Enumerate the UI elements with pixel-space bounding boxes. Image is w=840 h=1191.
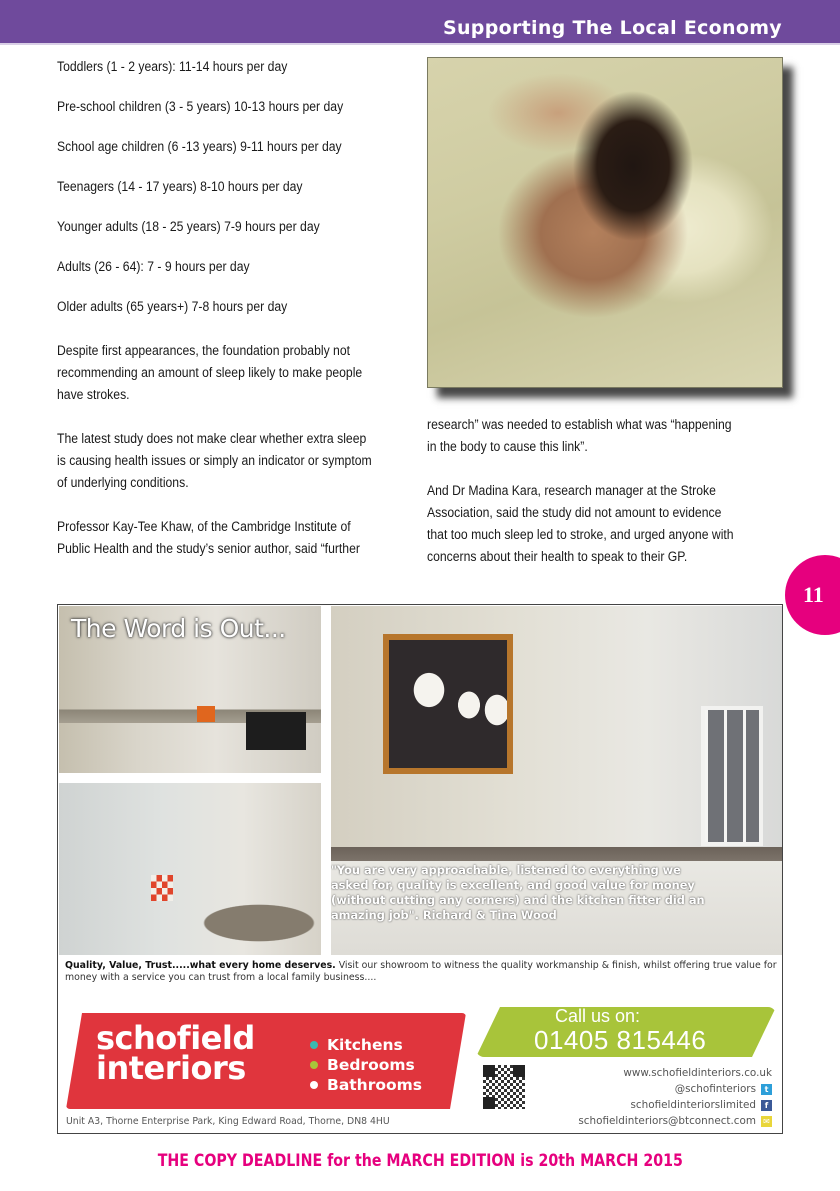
paragraph-line: is causing health issues or simply an indicator or symptom	[57, 453, 372, 469]
sleep-recommendation-preschool: Pre-school children (3 - 5 years) 10-13 hours per day	[57, 99, 344, 115]
twitter-icon: t	[761, 1084, 772, 1095]
paragraph-line: research” was needed to establish what was “happening	[427, 417, 732, 433]
article-right-column	[427, 414, 840, 568]
cow-painting-shape	[383, 634, 513, 774]
brand-logo-text	[96, 1019, 255, 1087]
photo-image	[428, 58, 782, 387]
bullet-dot-icon	[310, 1041, 318, 1049]
twitter-link[interactable]	[578, 1081, 772, 1097]
email-icon: ✉	[761, 1116, 772, 1127]
tagline-bold: Quality, Value, Trust.....what every home deserves.	[65, 960, 336, 971]
sleep-recommendation-adults: Adults (26 - 64): 7 - 9 hours per day	[57, 259, 250, 275]
tagline-body: Visit our showroom to witness the quality workmanship & finish, whilst offering true value for money with a service you can trust from a local family business....	[65, 960, 777, 983]
sleep-recommendation-school-age: School age children (6 -13 years) 9-11 hours per day	[57, 139, 342, 155]
sleep-recommendations-list	[57, 56, 418, 560]
sleep-recommendation-toddlers: Toddlers (1 - 2 years): 11-14 hours per day	[57, 59, 288, 75]
article-paragraph	[427, 414, 788, 458]
sleeping-woman-photo	[427, 57, 783, 388]
glazed-door-shape	[701, 706, 763, 846]
page-number: 11	[803, 582, 824, 607]
contact-text[interactable]: @schofinteriors	[674, 1083, 756, 1095]
service-label: Bedrooms	[327, 1056, 415, 1074]
schofield-interiors-advert	[57, 604, 783, 1134]
paragraph-line: The latest study does not make clear whether extra sleep	[57, 431, 367, 447]
bullet-dot-icon	[310, 1081, 318, 1089]
email-link[interactable]	[578, 1113, 772, 1129]
service-kitchens	[310, 1035, 422, 1055]
facebook-icon: f	[761, 1100, 772, 1111]
paragraph-line: Despite first appearances, the foundation probably not	[57, 343, 351, 359]
section-title: Supporting The Local Economy	[443, 17, 782, 39]
business-address: Unit A3, Thorne Enterprise Park, King Edward Road, Thorne, DN8 4HU	[66, 1116, 390, 1127]
contact-text[interactable]: www.schofieldinteriors.co.uk	[623, 1067, 772, 1079]
paragraph-line: Association, said the study did not amount to evidence	[427, 505, 722, 521]
article-paragraph	[427, 480, 788, 568]
section-header-bar	[0, 0, 840, 45]
article-left-column	[57, 56, 477, 560]
advert-headline: The Word is Out...	[71, 614, 286, 643]
paragraph-line: recommending an amount of sleep likely to make people	[57, 365, 363, 381]
brand-name-line2: interiors	[96, 1049, 246, 1087]
contact-text[interactable]: schofieldinteriorslimited	[630, 1099, 756, 1111]
testimonial-line: asked for, quality is excellent, and good value for money	[331, 878, 695, 892]
phone-number[interactable]: 01405 815446	[534, 1025, 707, 1055]
testimonial-line: (without cutting any corners) and the kitchen fitter did an	[331, 893, 705, 907]
kitchen-photo-main	[331, 606, 783, 955]
contact-text[interactable]: schofieldinteriors@btconnect.com	[578, 1115, 756, 1127]
brand-name-line1: schofield	[96, 1019, 255, 1057]
sleep-recommendation-older-adults: Older adults (65 years+) 7-8 hours per day	[57, 299, 288, 315]
kitchen-photo-top-left	[59, 606, 321, 773]
website-link[interactable]	[578, 1065, 772, 1081]
service-bedrooms	[310, 1055, 422, 1075]
customer-testimonial	[331, 863, 772, 923]
microwave-shape	[246, 712, 306, 750]
paragraph-line: have strokes.	[57, 387, 130, 403]
copy-deadline-notice	[0, 1151, 840, 1170]
paragraph-line: Public Health and the study’s senior author, said “further	[57, 541, 360, 557]
services-list	[310, 1035, 422, 1095]
paragraph-line: concerns about their health to speak to their GP.	[427, 549, 688, 565]
paragraph-line: that too much sleep led to stroke, and urged anyone with	[427, 527, 734, 543]
kitchen-photo-bottom-left	[59, 783, 321, 955]
article-right-text	[427, 414, 788, 568]
sleep-recommendation-younger-adults: Younger adults (18 - 25 years) 7-9 hours per day	[57, 219, 320, 235]
sleep-recommendation-teenagers: Teenagers (14 - 17 years) 8-10 hours per day	[57, 179, 303, 195]
service-bathrooms	[310, 1075, 422, 1095]
toaster-shape	[197, 706, 215, 722]
bullet-dot-icon	[310, 1061, 318, 1069]
facebook-link[interactable]	[578, 1097, 772, 1113]
testimonial-line: amazing job". Richard & Tina Wood	[331, 908, 557, 922]
call-us-label: Call us on:	[555, 1006, 641, 1026]
article-paragraph	[57, 428, 418, 494]
article-paragraph	[57, 516, 418, 560]
tile-splashback-shape	[151, 875, 173, 901]
paragraph-line: Professor Kay-Tee Khaw, of the Cambridge Institute of	[57, 519, 351, 535]
service-label: Kitchens	[327, 1036, 403, 1054]
contact-details	[578, 1065, 772, 1129]
qr-code-icon[interactable]	[483, 1065, 525, 1109]
service-label: Bathrooms	[327, 1076, 423, 1094]
deadline-text: THE COPY DEADLINE for the MARCH EDITION is 20th MARCH 2015	[157, 1151, 683, 1170]
paragraph-line: And Dr Madina Kara, research manager at the Stroke	[427, 483, 716, 499]
testimonial-line: "You are very approachable, listened to everything we	[331, 863, 681, 877]
advert-tagline	[65, 960, 777, 984]
paragraph-line: of underlying conditions.	[57, 475, 189, 491]
article-paragraph	[57, 340, 418, 406]
paragraph-line: in the body to cause this link”.	[427, 439, 588, 455]
